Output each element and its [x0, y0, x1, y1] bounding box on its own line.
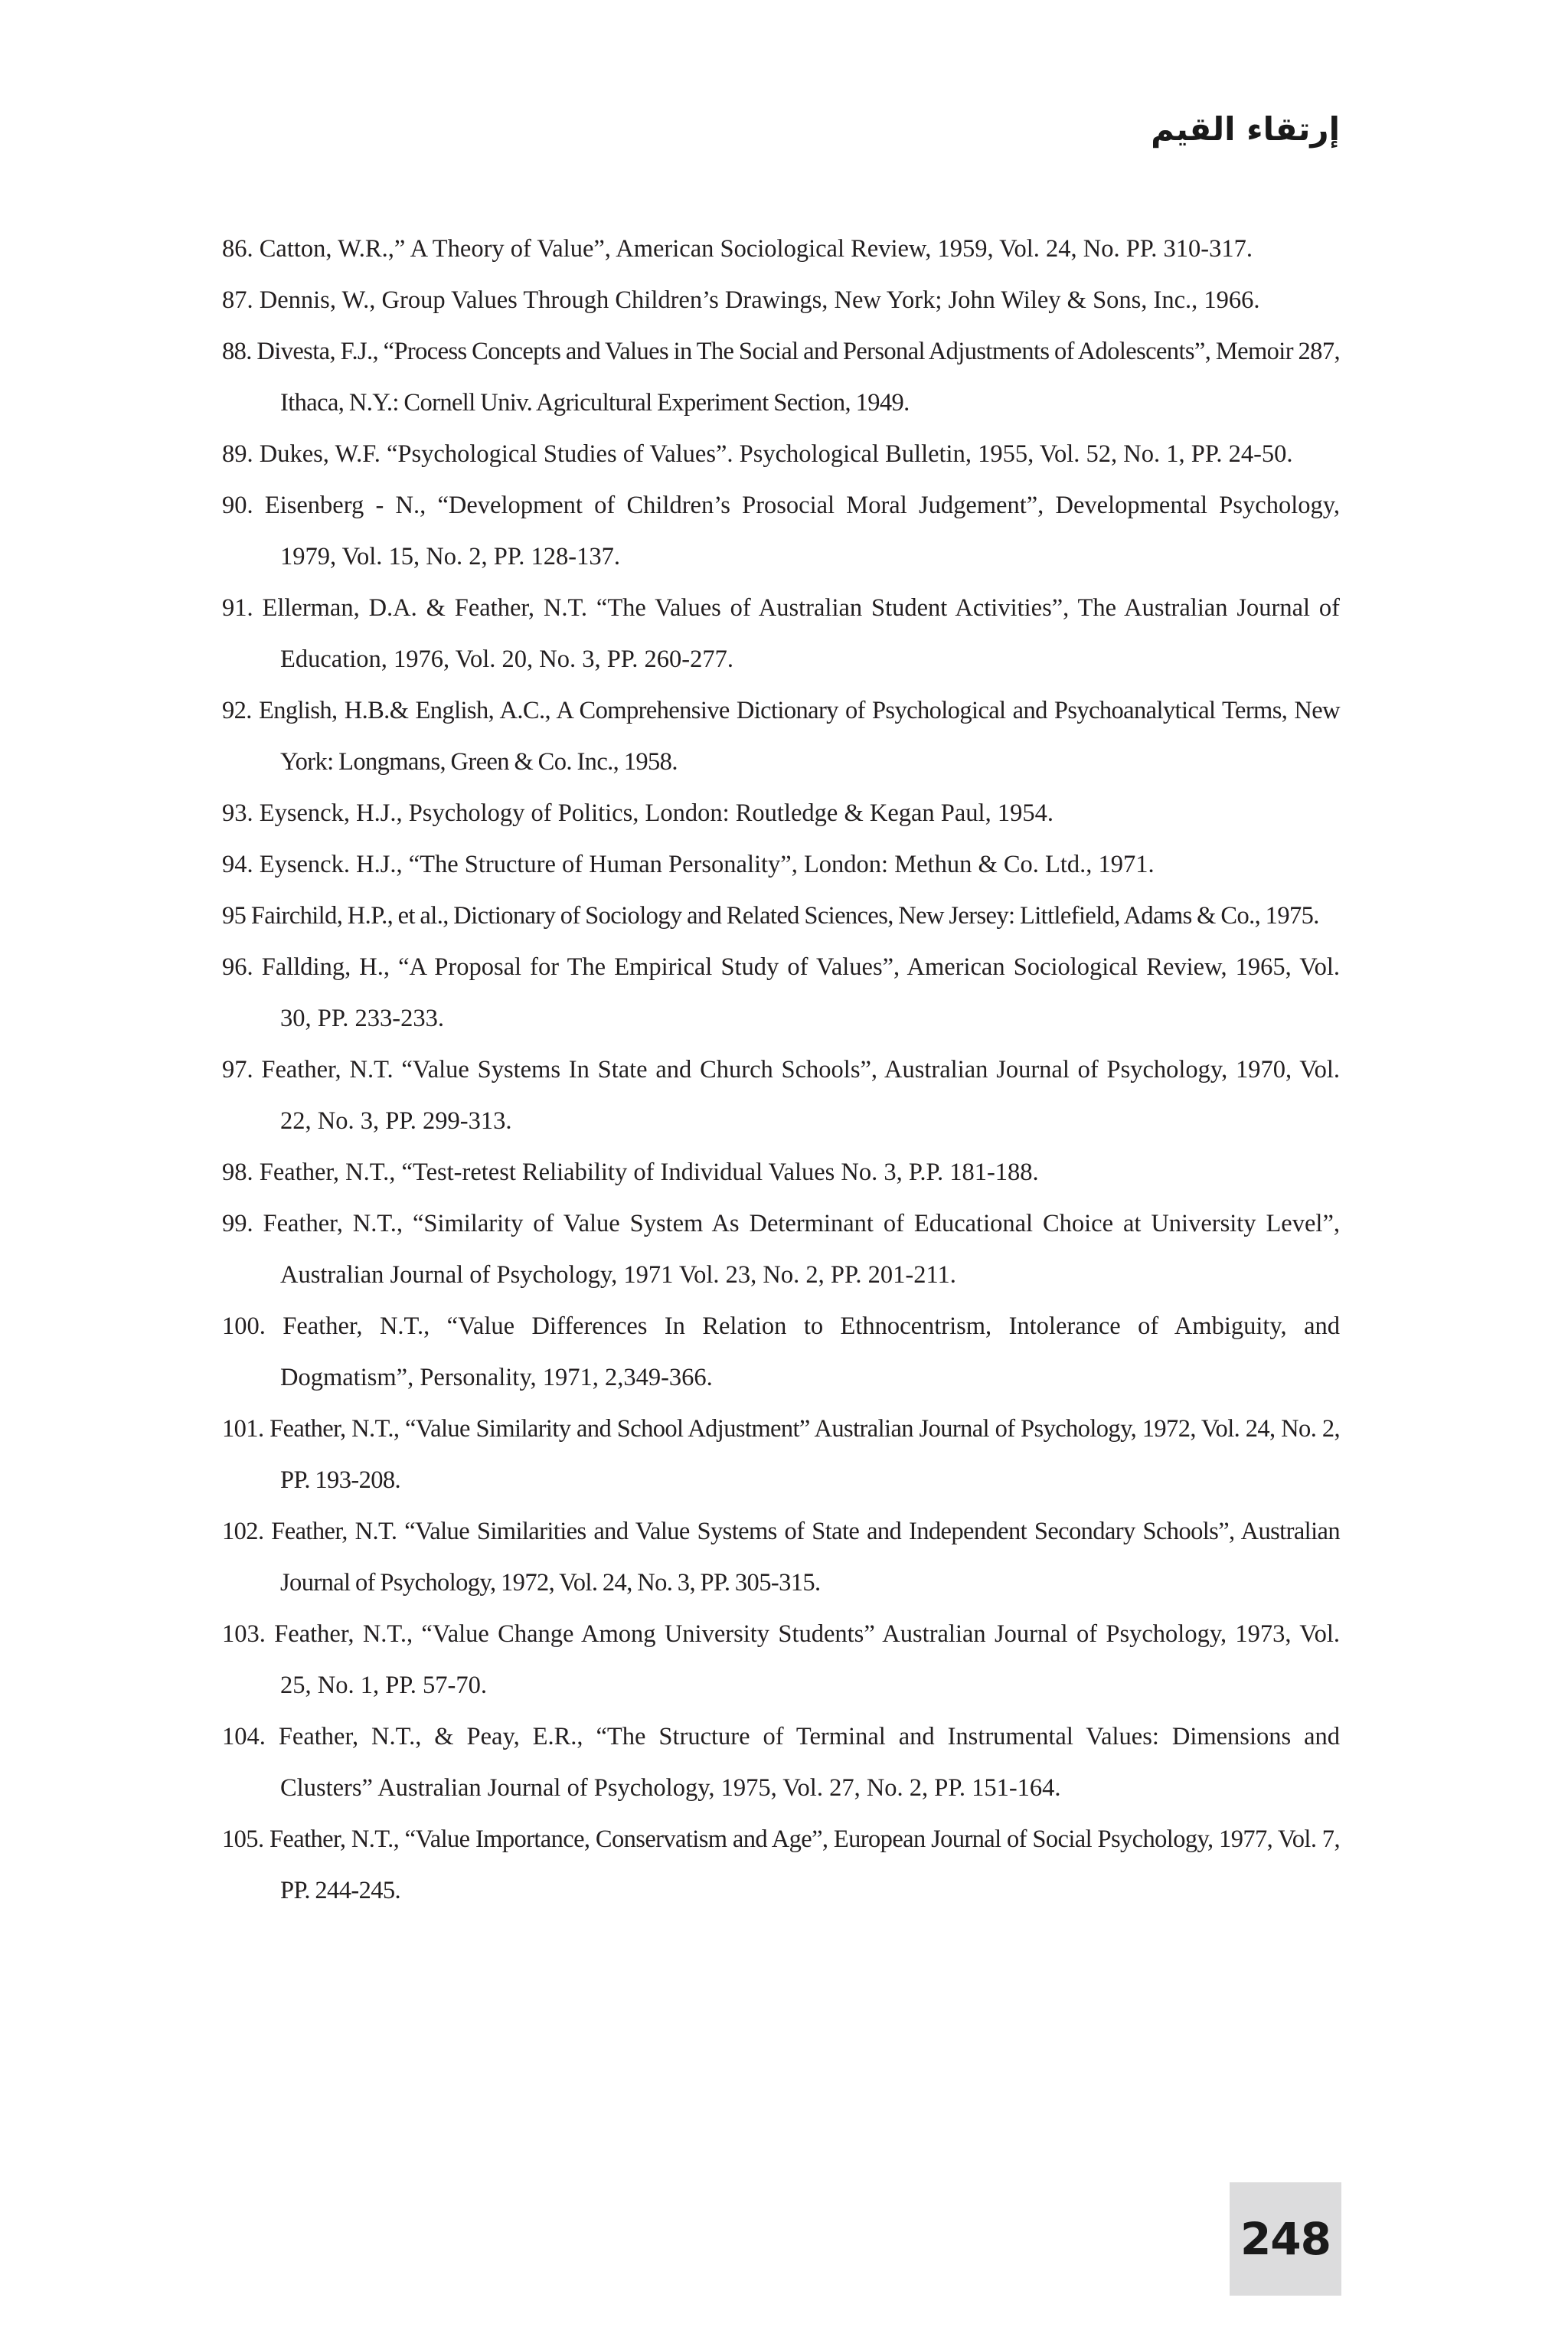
reference-entry: 105. Feather, N.T., “Value Importance, Conservatism and Age”, European Journal of Social Psychology, 1977, Vol. 7, PP. 244-245. — [222, 1825, 1340, 1904]
page-number: 248 — [1240, 2213, 1331, 2265]
reference-list — [222, 224, 1340, 1917]
reference-entry: 103. Feather, N.T., “Value Change Among University Students” Australian Journal of Psychology, 1973, Vol. 25, No. 1, PP. 57-70. — [222, 1620, 1340, 1699]
reference-entry: 90. Eisenberg - N., “Development of Children’s Prosocial Moral Judgement”, Developmental Psychology, 1979, Vol. 15, No. 2, PP. 128-137. — [222, 492, 1340, 570]
reference-entry: 87. Dennis, W., Group Values Through Children’s Drawings, New York; John Wiley & Sons, Inc., 1966. — [222, 286, 1260, 314]
reference-entry: 101. Feather, N.T., “Value Similarity and School Adjustment” Australian Journal of Psychology, 1972, Vol. 24, No. 2, PP. 193-208. — [222, 1415, 1340, 1494]
reference-entry: 88. Divesta, F.J., “Process Concepts and Values in The Social and Personal Adjustments of Adolescents”, Memoir 287, Ithaca, N.Y.: Cornell Univ. Agricultural Experiment Section, 1949. — [222, 338, 1340, 417]
reference-entry: 95 Fairchild, H.P., et al., Dictionary of Sociology and Related Sciences, New Jersey: Littlefield, Adams & Co., 1975. — [222, 902, 1319, 930]
reference-entry: 86. Catton, W.R.,” A Theory of Value”, American Sociological Review, 1959, Vol. 24, No. PP. 310-317. — [222, 235, 1253, 263]
page-number-box — [1230, 2182, 1341, 2296]
reference-entry: 98. Feather, N.T., “Test-retest Reliability of Individual Values No. 3, P.P. 181-188. — [222, 1159, 1039, 1186]
reference-entry: 97. Feather, N.T. “Value Systems In State and Church Schools”, Australian Journal of Psychology, 1970, Vol. 22, No. 3, PP. 299-313. — [222, 1056, 1340, 1135]
reference-entry: 102. Feather, N.T. “Value Similarities and Value Systems of State and Independent Secondary Schools”, Australian Journal of Psychology, 1972, Vol. 24, No. 3, PP. 305-315. — [222, 1518, 1340, 1597]
reference-entry: 91. Ellerman, D.A. & Feather, N.T. “The Values of Australian Student Activities”, The Australian Journal of Education, 1976, Vol. 20, No. 3, PP. 260-277. — [222, 594, 1340, 673]
reference-entry: 89. Dukes, W.F. “Psychological Studies of Values”. Psychological Bulletin, 1955, Vol. 52, No. 1, PP. 24-50. — [222, 440, 1293, 468]
reference-entry: 96. Fallding, H., “A Proposal for The Empirical Study of Values”, American Sociological Review, 1965, Vol. 30, PP. 233-233. — [222, 953, 1340, 1032]
running-header: إرتقاء القيم — [1151, 110, 1340, 148]
reference-entry: 94. Eysenck. H.J., “The Structure of Human Personality”, London: Methun & Co. Ltd., 1971. — [222, 851, 1155, 878]
reference-entry: 104. Feather, N.T., & Peay, E.R., “The Structure of Terminal and Instrumental Values: Dimensions and Clusters” Australian Journal of Psychology, 1975, Vol. 27, No. 2, PP. 151-164. — [222, 1723, 1340, 1802]
reference-entry: 92. English, H.B.& English, A.C., A Comprehensive Dictionary of Psychological and Psychoanalytical Terms, New York: Longmans, Green & Co. Inc., 1958. — [222, 697, 1340, 776]
reference-entry: 99. Feather, N.T., “Similarity of Value System As Determinant of Educational Choice at University Level”, Australian Journal of Psychology, 1971 Vol. 23, No. 2, PP. 201-211. — [222, 1210, 1340, 1289]
reference-entry: 93. Eysenck, H.J., Psychology of Politics, London: Routledge & Kegan Paul, 1954. — [222, 799, 1054, 827]
reference-entry: 100. Feather, N.T., “Value Differences In Relation to Ethnocentrism, Intolerance of Ambiguity, and Dogmatism”, Personality, 1971, 2,349-366. — [222, 1312, 1340, 1391]
